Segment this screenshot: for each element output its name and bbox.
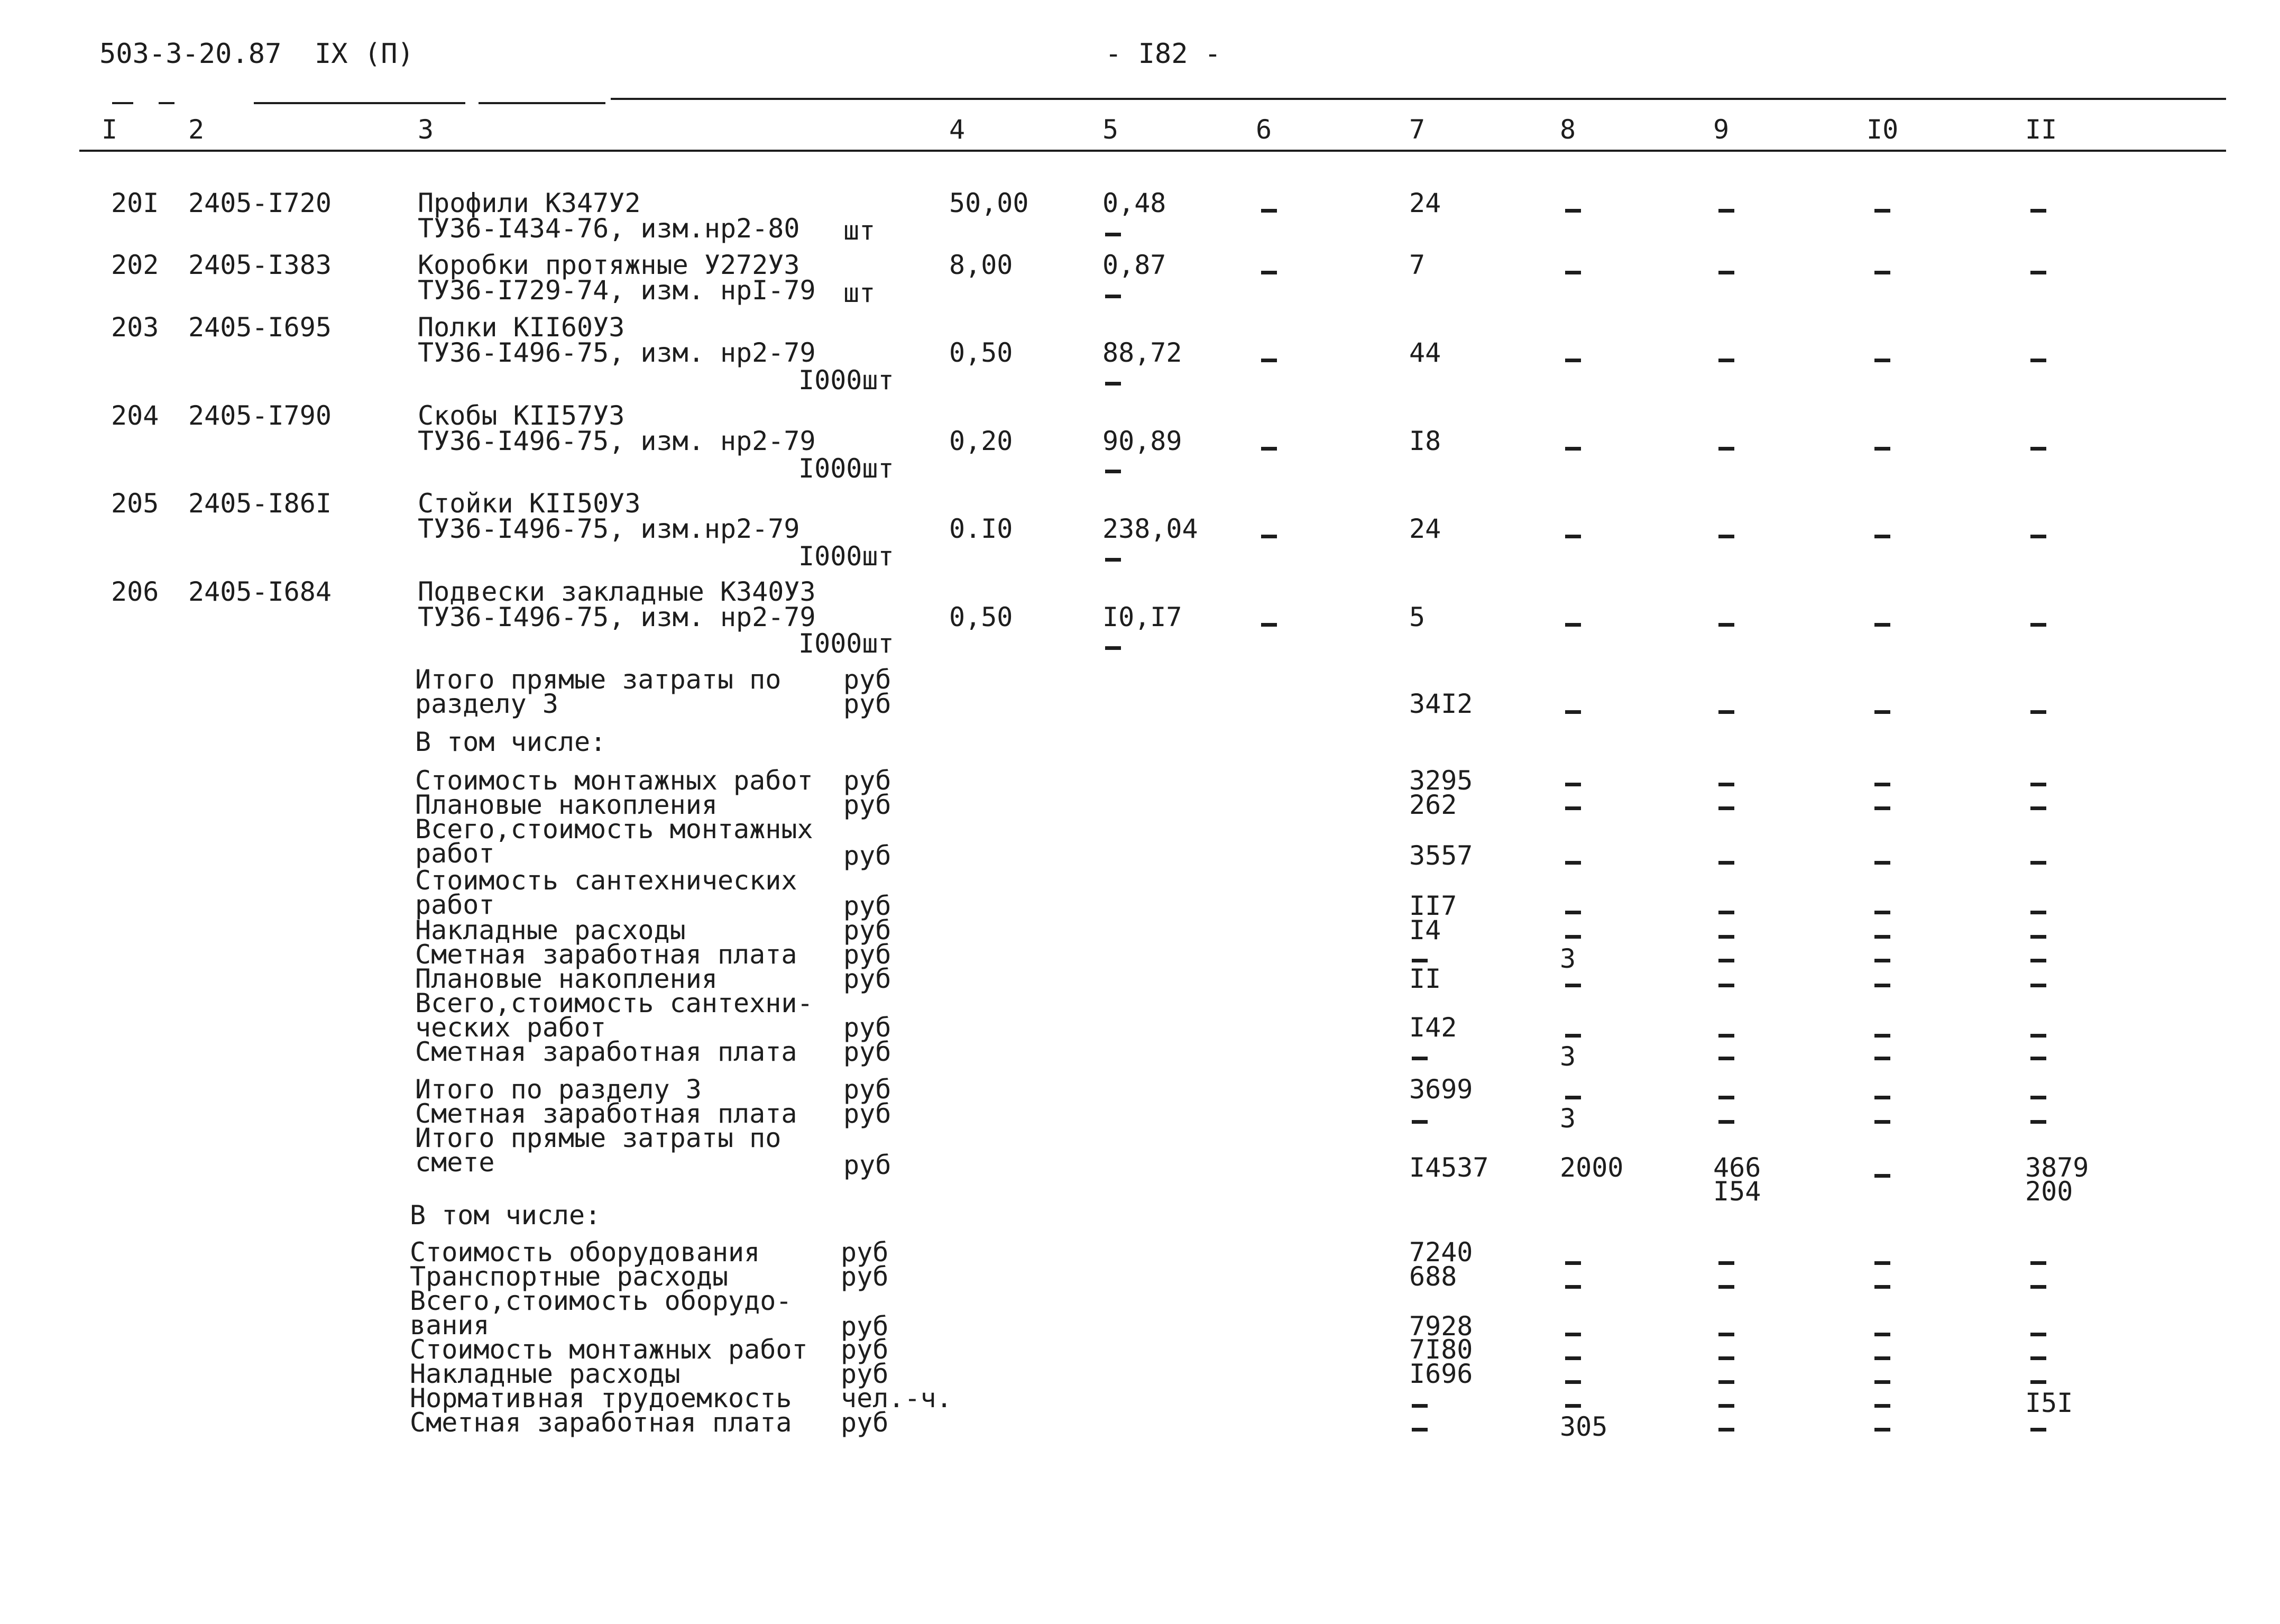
- empty-cell-dash: [1874, 1034, 1890, 1038]
- empty-cell-dash: [1874, 1404, 1890, 1408]
- item-name: Профили К347У2: [418, 188, 641, 218]
- item-quantity: 0,20: [949, 426, 1013, 456]
- empty-cell-dash: [2030, 447, 2046, 451]
- summary-label: Плановые накопления: [415, 790, 718, 820]
- empty-cell-dash: [1105, 470, 1121, 473]
- empty-cell-dash: [1874, 935, 1890, 939]
- column-number-1: I: [102, 114, 118, 145]
- empty-cell-dash: [1565, 984, 1581, 987]
- empty-cell-dash: [1718, 271, 1734, 274]
- column-number-6: 6: [1256, 114, 1272, 145]
- summary-unit: руб: [843, 1012, 891, 1043]
- column-header-rule: [79, 150, 2226, 152]
- empty-cell-dash: [2030, 984, 2046, 987]
- summary-col7-value: 262: [1409, 790, 1457, 820]
- empty-cell-dash: [1412, 1428, 1428, 1432]
- item-unit: I000шт: [798, 628, 894, 659]
- summary-label: Итого прямые затраты по: [415, 664, 782, 695]
- summary-col8-value: 3: [1560, 1041, 1576, 1072]
- summary-col11-value: 3879: [2025, 1152, 2089, 1183]
- empty-cell-dash: [1565, 861, 1581, 865]
- item-unit-price: 0,87: [1102, 250, 1166, 280]
- empty-cell-dash: [1105, 382, 1121, 386]
- empty-cell-dash: [1261, 535, 1277, 538]
- summary-col7-value: I4: [1409, 915, 1441, 946]
- summary-label: Стоимость оборудования: [410, 1237, 760, 1268]
- summary-unit: руб: [841, 1261, 889, 1292]
- empty-cell-dash: [1874, 209, 1890, 213]
- item-total: 24: [1409, 513, 1441, 544]
- summary-col8-value: 3: [1560, 943, 1576, 974]
- summary-unit: руб: [843, 1074, 891, 1105]
- summary-unit: руб: [841, 1311, 889, 1342]
- empty-cell-dash: [1874, 447, 1890, 451]
- empty-cell-dash: [1874, 710, 1890, 714]
- empty-cell-dash: [1874, 1174, 1890, 1178]
- empty-cell-dash: [1874, 359, 1890, 362]
- item-name: Коробки протяжные У272У3: [418, 250, 800, 280]
- empty-cell-dash: [1718, 710, 1734, 714]
- summary-label: Всего,стоимость монтажных: [415, 814, 813, 845]
- empty-cell-dash: [1874, 1285, 1890, 1289]
- summary-unit: руб: [843, 689, 891, 719]
- item-total: I8: [1409, 426, 1441, 456]
- summary-label: Стоимость монтажных работ: [410, 1334, 808, 1365]
- empty-cell-dash: [1565, 535, 1581, 538]
- empty-cell-dash: [1874, 911, 1890, 914]
- empty-cell-dash: [2030, 959, 2046, 962]
- item-code: 2405-I695: [188, 312, 332, 343]
- empty-cell-dash: [2030, 1057, 2046, 1060]
- summary-unit: руб: [841, 1334, 889, 1365]
- empty-cell-dash: [1565, 911, 1581, 914]
- item-unit: I000шт: [798, 453, 894, 484]
- summary-label: работ: [415, 889, 495, 920]
- empty-cell-dash: [1874, 1380, 1890, 1384]
- empty-cell-dash: [1412, 959, 1428, 962]
- empty-cell-dash: [1718, 1096, 1734, 1099]
- empty-cell-dash: [2030, 710, 2046, 714]
- summary-col9-value: I54: [1713, 1176, 1761, 1207]
- item-spec: ТУ36-I496-75, изм.нр2-79: [418, 513, 800, 544]
- column-number-2: 2: [188, 114, 205, 145]
- item-quantity: 8,00: [949, 250, 1013, 280]
- item-name: Стойки КII50У3: [418, 488, 641, 519]
- summary-label: Сметная заработная плата: [415, 939, 797, 970]
- summary-label: смете: [415, 1147, 495, 1178]
- item-unit: I000шт: [798, 365, 894, 396]
- empty-cell-dash: [2030, 1261, 2046, 1265]
- empty-cell-dash: [1718, 1120, 1734, 1124]
- item-spec: ТУ36-I496-75, изм. нр2-79: [418, 337, 816, 368]
- summary-col7-value: 7928: [1409, 1311, 1473, 1342]
- empty-cell-dash: [1718, 959, 1734, 962]
- summary-col7-value: II: [1409, 964, 1441, 994]
- summary-unit: руб: [843, 1098, 891, 1129]
- summary-label: работ: [415, 838, 495, 869]
- empty-cell-dash: [1874, 535, 1890, 538]
- column-number-10: I0: [1867, 114, 1899, 145]
- summary-col7-value: 7I80: [1409, 1334, 1473, 1365]
- summary-unit: руб: [843, 1150, 891, 1180]
- item-spec: ТУ36-I496-75, изм. нр2-79: [418, 602, 816, 632]
- empty-cell-dash: [2030, 1120, 2046, 1124]
- summary-label: ческих работ: [415, 1012, 606, 1043]
- summary-col7-value: 34I2: [1409, 689, 1473, 719]
- empty-cell-dash: [1718, 783, 1734, 786]
- item-quantity: 50,00: [949, 188, 1029, 218]
- empty-cell-dash: [1105, 558, 1121, 562]
- item-total: 24: [1409, 188, 1441, 218]
- empty-cell-dash: [1261, 447, 1277, 451]
- header-rule-segment: [159, 102, 174, 104]
- summary-unit: руб: [843, 891, 891, 921]
- summary-label: Накладные расходы: [410, 1359, 681, 1389]
- empty-cell-dash: [2030, 209, 2046, 213]
- empty-cell-dash: [1565, 1356, 1581, 1360]
- item-unit-price: 238,04: [1102, 513, 1198, 544]
- row-number: 205: [111, 488, 159, 519]
- empty-cell-dash: [2030, 1356, 2046, 1360]
- column-number-7: 7: [1409, 114, 1426, 145]
- header-rule-segment: [112, 102, 133, 104]
- item-code: 2405-I684: [188, 576, 332, 607]
- empty-cell-dash: [2030, 1285, 2046, 1289]
- empty-cell-dash: [1565, 1380, 1581, 1384]
- empty-cell-dash: [1565, 1333, 1581, 1336]
- summary-unit: руб: [843, 939, 891, 970]
- empty-cell-dash: [1874, 984, 1890, 987]
- empty-cell-dash: [2030, 271, 2046, 274]
- summary-unit: руб: [843, 790, 891, 820]
- empty-cell-dash: [1412, 1057, 1428, 1060]
- empty-cell-dash: [2030, 935, 2046, 939]
- empty-cell-dash: [1874, 1333, 1890, 1336]
- summary-label: Сметная заработная плата: [415, 1036, 797, 1067]
- empty-cell-dash: [2030, 1034, 2046, 1038]
- summary-col7-value: 3699: [1409, 1074, 1473, 1105]
- item-quantity: 0,50: [949, 602, 1013, 632]
- empty-cell-dash: [2030, 1333, 2046, 1336]
- empty-cell-dash: [1565, 1404, 1581, 1408]
- empty-cell-dash: [1105, 295, 1121, 298]
- empty-cell-dash: [1718, 984, 1734, 987]
- summary-unit: руб: [843, 964, 891, 994]
- summary-label: Сметная заработная плата: [410, 1407, 792, 1438]
- summary-col7-value: 7240: [1409, 1237, 1473, 1268]
- item-total: 44: [1409, 337, 1441, 368]
- summary-col9-value: 466: [1713, 1152, 1761, 1183]
- summary-col8-value: 3: [1560, 1103, 1576, 1134]
- empty-cell-dash: [1874, 1428, 1890, 1432]
- empty-cell-dash: [1261, 209, 1277, 213]
- item-quantity: 0.I0: [949, 513, 1013, 544]
- item-name: Скобы КII57У3: [418, 400, 625, 431]
- empty-cell-dash: [2030, 1380, 2046, 1384]
- item-unit-price: 88,72: [1102, 337, 1182, 368]
- summary-label: Сметная заработная плата: [415, 1098, 797, 1129]
- summary-label: Стоимость монтажных работ: [415, 765, 813, 796]
- empty-cell-dash: [1718, 623, 1734, 627]
- empty-cell-dash: [1874, 806, 1890, 810]
- item-quantity: 0,50: [949, 337, 1013, 368]
- item-unit: I000шт: [798, 541, 894, 572]
- empty-cell-dash: [2030, 359, 2046, 362]
- item-unit-price: 90,89: [1102, 426, 1182, 456]
- header-rule-segment: [254, 102, 465, 104]
- summary-col7-value: 688: [1409, 1261, 1457, 1292]
- empty-cell-dash: [1565, 710, 1581, 714]
- row-number: 203: [111, 312, 159, 343]
- item-code: 2405-I86I: [188, 488, 332, 519]
- empty-cell-dash: [1412, 1404, 1428, 1408]
- summary-col7-value: I696: [1409, 1359, 1473, 1389]
- empty-cell-dash: [2030, 911, 2046, 914]
- column-number-5: 5: [1102, 114, 1119, 145]
- empty-cell-dash: [2030, 623, 2046, 627]
- document-code: 503-3-20.87 IX (П): [99, 38, 414, 70]
- empty-cell-dash: [1874, 1120, 1890, 1124]
- summary-col7-value: II7: [1409, 891, 1457, 921]
- empty-cell-dash: [2030, 1096, 2046, 1099]
- empty-cell-dash: [1565, 271, 1581, 274]
- empty-cell-dash: [1718, 806, 1734, 810]
- header-rule-segment: [479, 102, 605, 104]
- empty-cell-dash: [1565, 1261, 1581, 1265]
- empty-cell-dash: [1565, 1096, 1581, 1099]
- summary-label: Накладные расходы: [415, 915, 686, 946]
- item-spec: ТУ36-I496-75, изм. нр2-79: [418, 426, 816, 456]
- empty-cell-dash: [1565, 806, 1581, 810]
- empty-cell-dash: [1718, 861, 1734, 865]
- row-number: 204: [111, 400, 159, 431]
- empty-cell-dash: [2030, 783, 2046, 786]
- empty-cell-dash: [1874, 1261, 1890, 1265]
- column-number-3: 3: [418, 114, 434, 145]
- summary-label: Плановые накопления: [415, 964, 718, 994]
- summary-unit: руб: [841, 1237, 889, 1268]
- empty-cell-dash: [2030, 806, 2046, 810]
- empty-cell-dash: [1874, 959, 1890, 962]
- empty-cell-dash: [2030, 1428, 2046, 1432]
- empty-cell-dash: [1718, 535, 1734, 538]
- empty-cell-dash: [1718, 1285, 1734, 1289]
- column-number-9: 9: [1713, 114, 1730, 145]
- summary-unit: руб: [843, 1036, 891, 1067]
- empty-cell-dash: [1874, 623, 1890, 627]
- empty-cell-dash: [1261, 623, 1277, 627]
- item-spec: ТУ36-I729-74, изм. нрI-79: [418, 275, 816, 306]
- empty-cell-dash: [1718, 209, 1734, 213]
- section-subheading: В том числе:: [415, 727, 606, 757]
- column-number-11: II: [2025, 114, 2057, 145]
- summary-unit: руб: [843, 664, 891, 695]
- empty-cell-dash: [1718, 935, 1734, 939]
- empty-cell-dash: [1874, 271, 1890, 274]
- empty-cell-dash: [1874, 1356, 1890, 1360]
- empty-cell-dash: [1565, 623, 1581, 627]
- item-name: Подвески закладные К340У3: [418, 576, 816, 607]
- empty-cell-dash: [1718, 1356, 1734, 1360]
- summary-unit: руб: [841, 1407, 889, 1438]
- summary-label: разделу 3: [415, 689, 558, 719]
- item-code: 2405-I383: [188, 250, 332, 280]
- item-unit: шт: [843, 215, 876, 246]
- empty-cell-dash: [1105, 233, 1121, 236]
- empty-cell-dash: [1261, 359, 1277, 362]
- empty-cell-dash: [1718, 911, 1734, 914]
- empty-cell-dash: [1874, 783, 1890, 786]
- empty-cell-dash: [1412, 1120, 1428, 1124]
- summary-col7-value: 3295: [1409, 765, 1473, 796]
- summary-label: вания: [410, 1310, 490, 1341]
- item-unit: шт: [843, 278, 876, 308]
- empty-cell-dash: [1718, 1261, 1734, 1265]
- item-total: 5: [1409, 602, 1426, 632]
- empty-cell-dash: [1565, 359, 1581, 362]
- summary-col7-value: 3557: [1409, 840, 1473, 871]
- empty-cell-dash: [1565, 447, 1581, 451]
- row-number: 20I: [111, 188, 159, 218]
- summary-label: Итого по разделу 3: [415, 1074, 702, 1105]
- empty-cell-dash: [1718, 1034, 1734, 1038]
- summary-unit: руб: [843, 915, 891, 946]
- empty-cell-dash: [1874, 861, 1890, 865]
- row-number: 202: [111, 250, 159, 280]
- summary-label: Стоимость сантехнических: [415, 865, 797, 896]
- empty-cell-dash: [1718, 1428, 1734, 1432]
- empty-cell-dash: [1105, 646, 1121, 650]
- summary-col11-value: 200: [2025, 1176, 2073, 1207]
- summary-label: Транспортные расходы: [410, 1261, 729, 1292]
- empty-cell-dash: [1718, 1057, 1734, 1060]
- summary-col7-value: I4537: [1409, 1152, 1489, 1183]
- item-spec: ТУ36-I434-76, изм.нр2-80: [418, 213, 800, 244]
- summary-label: Итого прямые затраты по: [415, 1123, 782, 1153]
- empty-cell-dash: [1718, 359, 1734, 362]
- empty-cell-dash: [1565, 1285, 1581, 1289]
- summary-label: Всего,стоимость сантехни-: [415, 988, 813, 1019]
- summary-col8-value: 2000: [1560, 1152, 1624, 1183]
- empty-cell-dash: [2030, 861, 2046, 865]
- summary-col11-value: I5I: [2025, 1388, 2073, 1418]
- page-number: - I82 -: [1105, 38, 1221, 70]
- summary-col8-value: 305: [1560, 1411, 1608, 1442]
- empty-cell-dash: [1565, 1034, 1581, 1038]
- empty-cell-dash: [1565, 935, 1581, 939]
- empty-cell-dash: [1718, 447, 1734, 451]
- empty-cell-dash: [1718, 1404, 1734, 1408]
- summary-label: Нормативная трудоемкость: [410, 1383, 792, 1414]
- empty-cell-dash: [1565, 783, 1581, 786]
- summary-unit: чел.-ч.: [841, 1383, 952, 1414]
- item-code: 2405-I720: [188, 188, 332, 218]
- empty-cell-dash: [1565, 209, 1581, 213]
- summary-unit: руб: [843, 840, 891, 871]
- empty-cell-dash: [1261, 271, 1277, 274]
- header-rule-segment: [611, 98, 2226, 100]
- empty-cell-dash: [1874, 1096, 1890, 1099]
- item-total: 7: [1409, 250, 1426, 280]
- empty-cell-dash: [2030, 535, 2046, 538]
- column-number-8: 8: [1560, 114, 1576, 145]
- summary-unit: руб: [843, 765, 891, 796]
- item-code: 2405-I790: [188, 400, 332, 431]
- empty-cell-dash: [1718, 1380, 1734, 1384]
- item-unit-price: I0,I7: [1102, 602, 1182, 632]
- summary-label: Всего,стоимость оборудо-: [410, 1286, 792, 1316]
- section-subheading: В том числе:: [410, 1200, 601, 1231]
- empty-cell-dash: [1874, 1057, 1890, 1060]
- empty-cell-dash: [1718, 1333, 1734, 1336]
- summary-unit: руб: [841, 1359, 889, 1389]
- summary-col7-value: I42: [1409, 1012, 1457, 1043]
- column-number-4: 4: [949, 114, 966, 145]
- item-unit-price: 0,48: [1102, 188, 1166, 218]
- row-number: 206: [111, 576, 159, 607]
- item-name: Полки КII60У3: [418, 312, 625, 343]
